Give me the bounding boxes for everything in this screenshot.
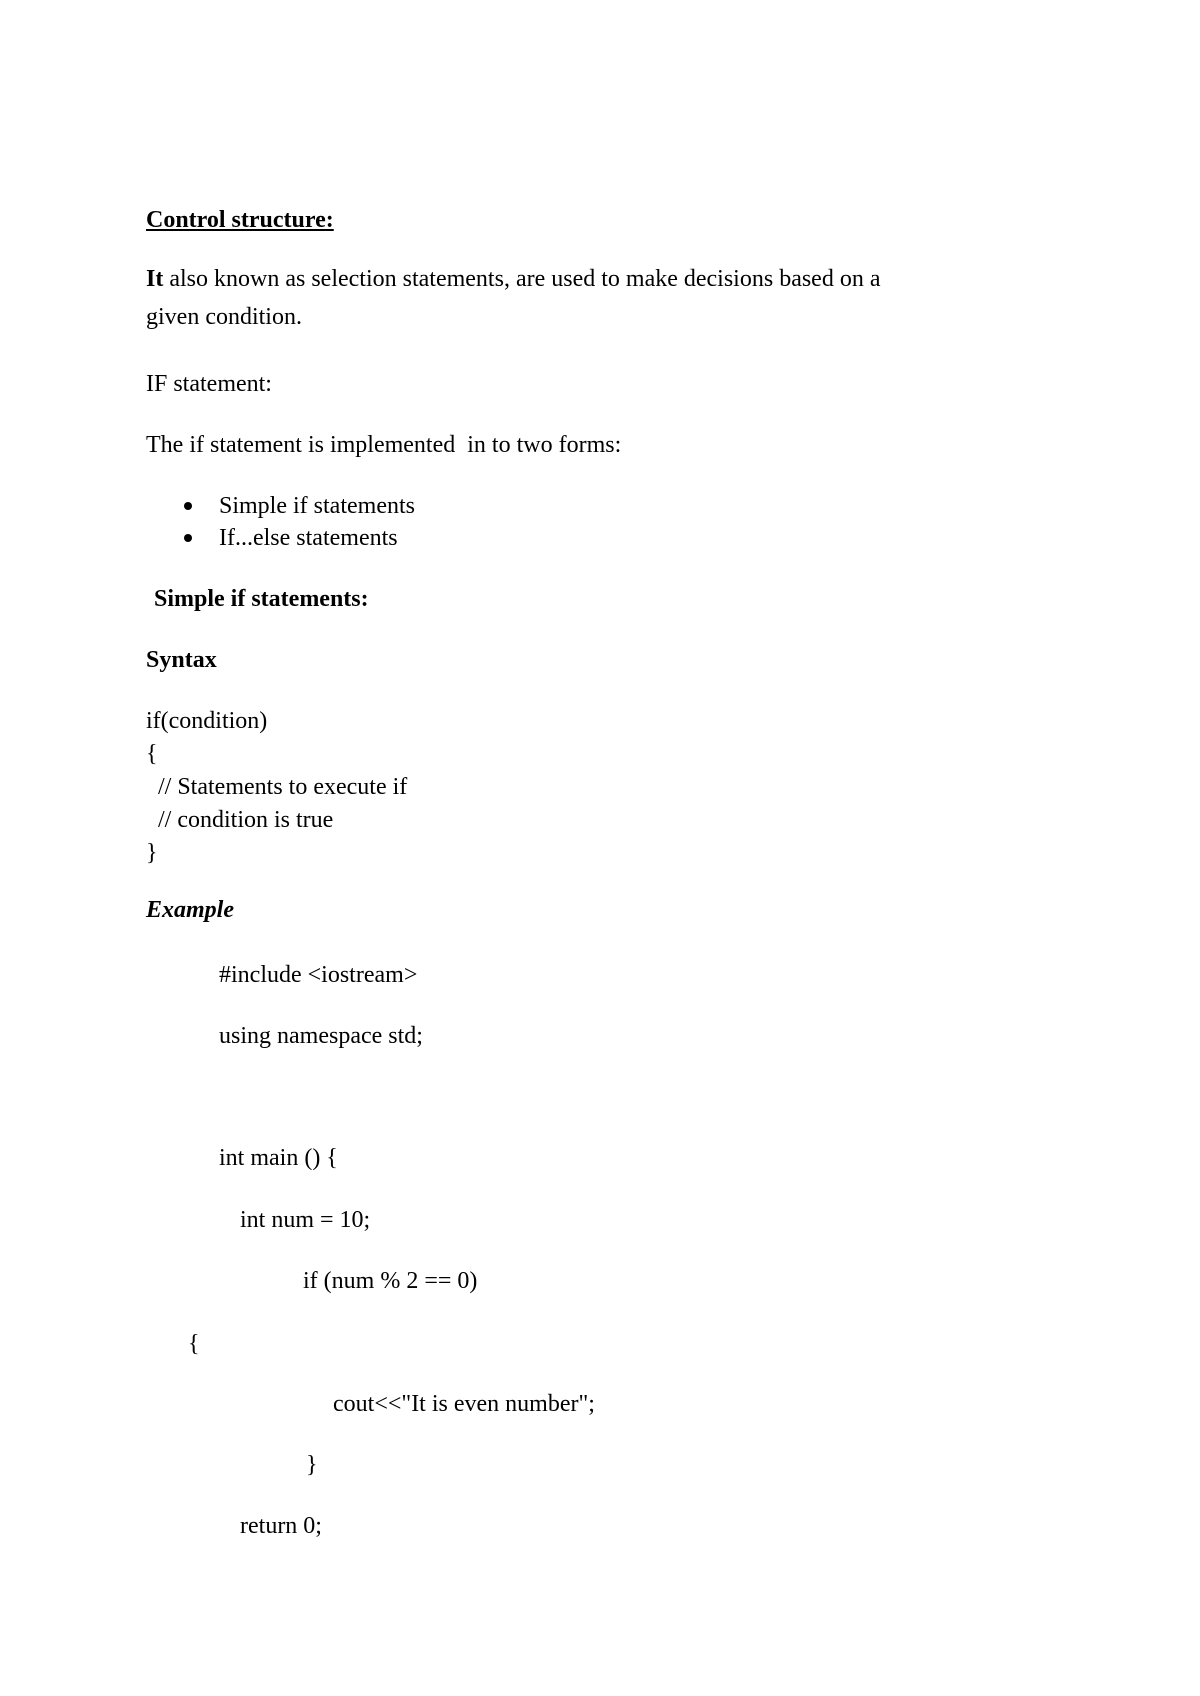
code-line-return: return 0; [240,1513,322,1539]
simple-if-heading: Simple if statements: [154,586,369,612]
code-line: // condition is true [146,807,334,833]
bullet-dot-icon [184,502,192,510]
intro-rest: also known as selection statements, are used to make decisions based on a [163,266,881,292]
code-line-using: using namespace std; [219,1023,423,1049]
code-line: { [146,741,158,767]
example-heading: Example [146,897,234,923]
code-line-cout: cout<<"It is even number"; [333,1391,595,1417]
code-line-main: int main () { [219,1145,338,1171]
code-line-num: int num = 10; [240,1207,371,1233]
syntax-heading: Syntax [146,647,217,673]
intro-line-1 [146,267,880,291]
code-line: // Statements to execute if [146,774,408,800]
code-line-open-brace: { [188,1331,200,1357]
code-line-include: #include <iostream> [219,962,418,988]
bullet-dot-icon [184,534,192,542]
section-heading: Control structure: [146,207,334,233]
code-line-close-brace: } [306,1452,318,1478]
code-line: } [146,840,158,866]
code-line: if(condition) [146,708,268,734]
if-statement-label: IF statement: [146,371,272,397]
code-line-if: if (num % 2 == 0) [303,1268,478,1294]
intro-lead: It [146,266,164,292]
intro-line-2: given condition. [146,304,302,330]
list-item: If...else statements [219,525,398,551]
list-item: Simple if statements [219,493,415,519]
forms-sentence: The if statement is implemented in to two forms: [146,432,622,458]
